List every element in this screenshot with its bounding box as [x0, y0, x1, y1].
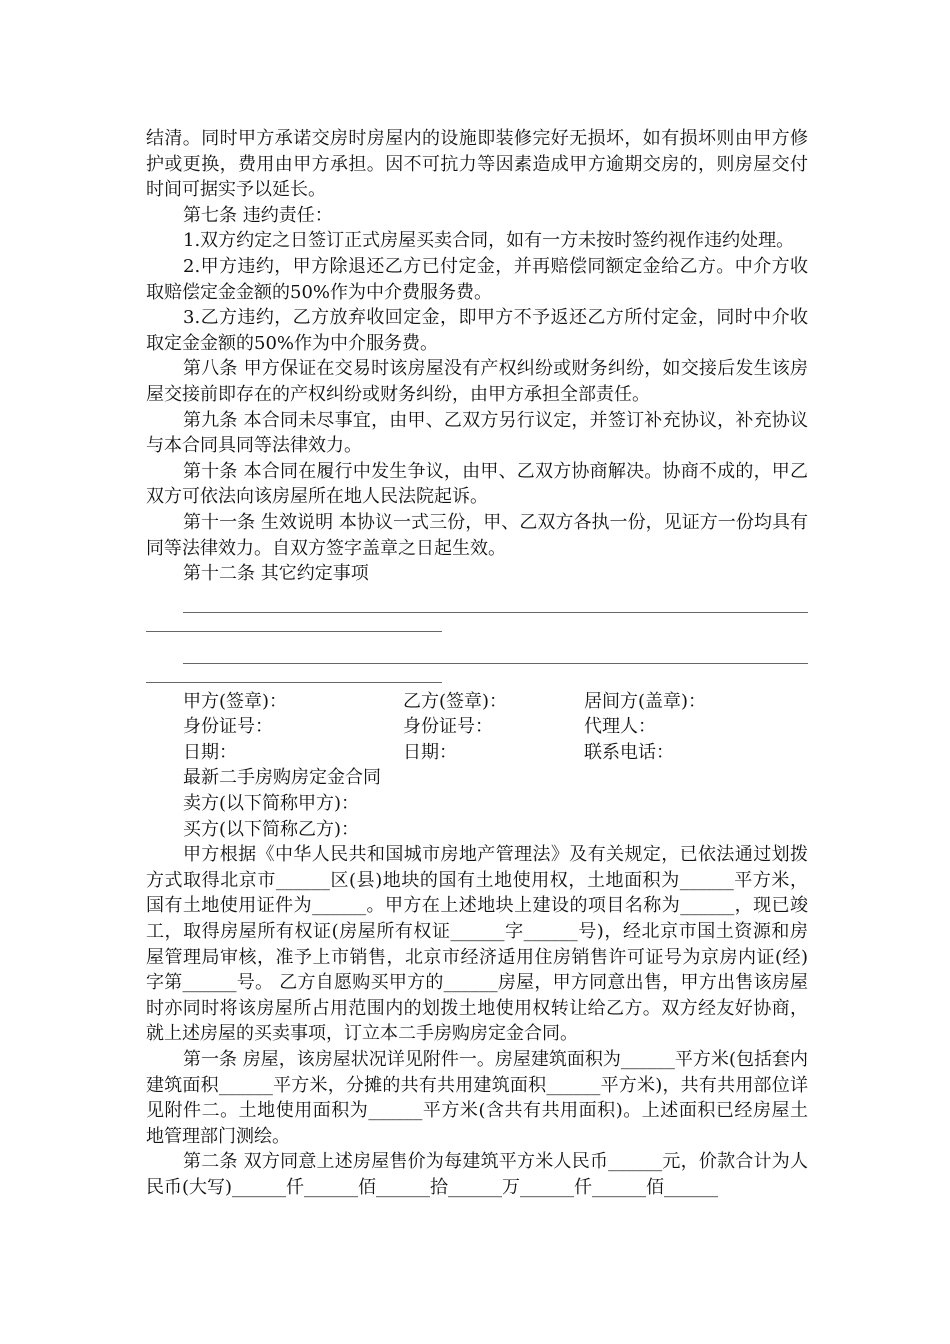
- party-b-id-label: 身份证号：: [403, 716, 493, 738]
- party-a-id-label: 身份证号：: [183, 716, 273, 738]
- second-contract-article1: 第一条 房屋，该房屋状况详见附件一。房屋建筑面积为______平方米(包括套内建筑面积______平方米，分摊的共有共用建筑面积______平方米)，共有共用部位详见附件二。土地使用面积为______平方米(含共有共用面积)。上述面积已经房屋土地管理部门测绘。: [146, 1049, 808, 1147]
- seller-label: 卖方(以下简称甲方)：: [183, 793, 360, 815]
- blank-line[interactable]: [183, 587, 808, 613]
- article12-title: 第十二条 其它约定事项: [183, 563, 369, 585]
- article9: 第九条 本合同未尽事宜，由甲、乙双方另行议定，并签订补充协议，补充协议与本合同具同等法律效力。: [146, 409, 808, 457]
- signature-row: [146, 714, 808, 740]
- second-contract-title: 最新二手房购房定金合同: [183, 767, 381, 789]
- signature-row: [146, 740, 808, 766]
- contact-phone-label: 联系电话：: [584, 741, 674, 763]
- document-page: [146, 126, 808, 1201]
- buyer-label: 买方(以下简称乙方)：: [183, 818, 360, 840]
- blank-line[interactable]: [146, 664, 442, 683]
- party-a-date-label: 日期：: [183, 741, 237, 763]
- intermediary-seal-label: 居间方(盖章)：: [584, 690, 707, 712]
- blank-line[interactable]: [146, 613, 442, 632]
- article8: 第八条 甲方保证在交易时该房屋没有产权纠纷或财务纠纷，如交接后发生该房屋交接前即存在的产权纠纷或财务纠纷，由甲方承担全部责任。: [146, 358, 808, 405]
- article7-item-3: 3.乙方违约，乙方放弃收回定金，即甲方不予返还乙方所付定金，同时中介收取定金金额的50%作为中介服务费。: [146, 307, 808, 354]
- continued-paragraph: 结清。同时甲方承诺交房时房屋内的设施即装修完好无损坏，如有损坏则由甲方修护或更换，费用由甲方承担。因不可抗力等因素造成甲方逾期交房的，则房屋交付时间可据实予以延长。: [146, 128, 808, 201]
- party-b-signature-label: 乙方(签章)：: [403, 690, 508, 712]
- second-contract-article2: 第二条 双方同意上述房屋售价为每建筑平方米人民币______元，价款合计为人民币(大写)______仟______佰______拾______万______仟______佰______: [146, 1151, 808, 1198]
- signature-row: [146, 689, 808, 715]
- article7-item-1: 1.双方约定之日签订正式房屋买卖合同，如有一方未按时签约视作违约处理。: [183, 230, 795, 252]
- agent-label: 代理人：: [584, 716, 656, 738]
- second-contract-preamble: 甲方根据《中华人民共和国城市房地产管理法》及有关规定，已依法通过划拨方式取得北京市______区(县)地块的国有土地使用权，土地面积为______平方米，国有土地使用证件为______。甲方在上述地块上建设的项目名称为______，现已竣工，取得房屋所有权证(房屋所有权证______字______号)，经北京市国土资源和房屋管理局审核，准予上市销售，北京市经济适用住房销售许可证号为京房内证(经)字第______号。 乙方自愿购买甲方的______房屋，甲方同意出售，甲方出售该房屋时亦同时将该房屋所占用范围内的划拨土地使用权转让给乙方。双方经友好协商，就上述房屋的买卖事项，订立本二手房购房定金合同。: [146, 844, 808, 1045]
- party-a-signature-label: 甲方(签章)：: [183, 690, 288, 712]
- article11: 第十一条 生效说明 本协议一式三份，甲、乙双方各执一份，见证方一份均具有同等法律效力。自双方签字盖章之日起生效。: [146, 511, 808, 559]
- article10: 第十条 本合同在履行中发生争议，由甲、乙双方协商解决。协商不成的，甲乙双方可依法向该房屋所在地人民法院起诉。: [146, 460, 808, 508]
- article7-title: 第七条 违约责任：: [183, 204, 333, 226]
- party-b-date-label: 日期：: [403, 741, 457, 763]
- blank-line[interactable]: [183, 638, 808, 664]
- article7-item-2: 2.甲方违约，甲方除退还乙方已付定金，并再赔偿同额定金给乙方。中介方收取赔偿定金金额的50%作为中介费服务费。: [146, 255, 808, 303]
